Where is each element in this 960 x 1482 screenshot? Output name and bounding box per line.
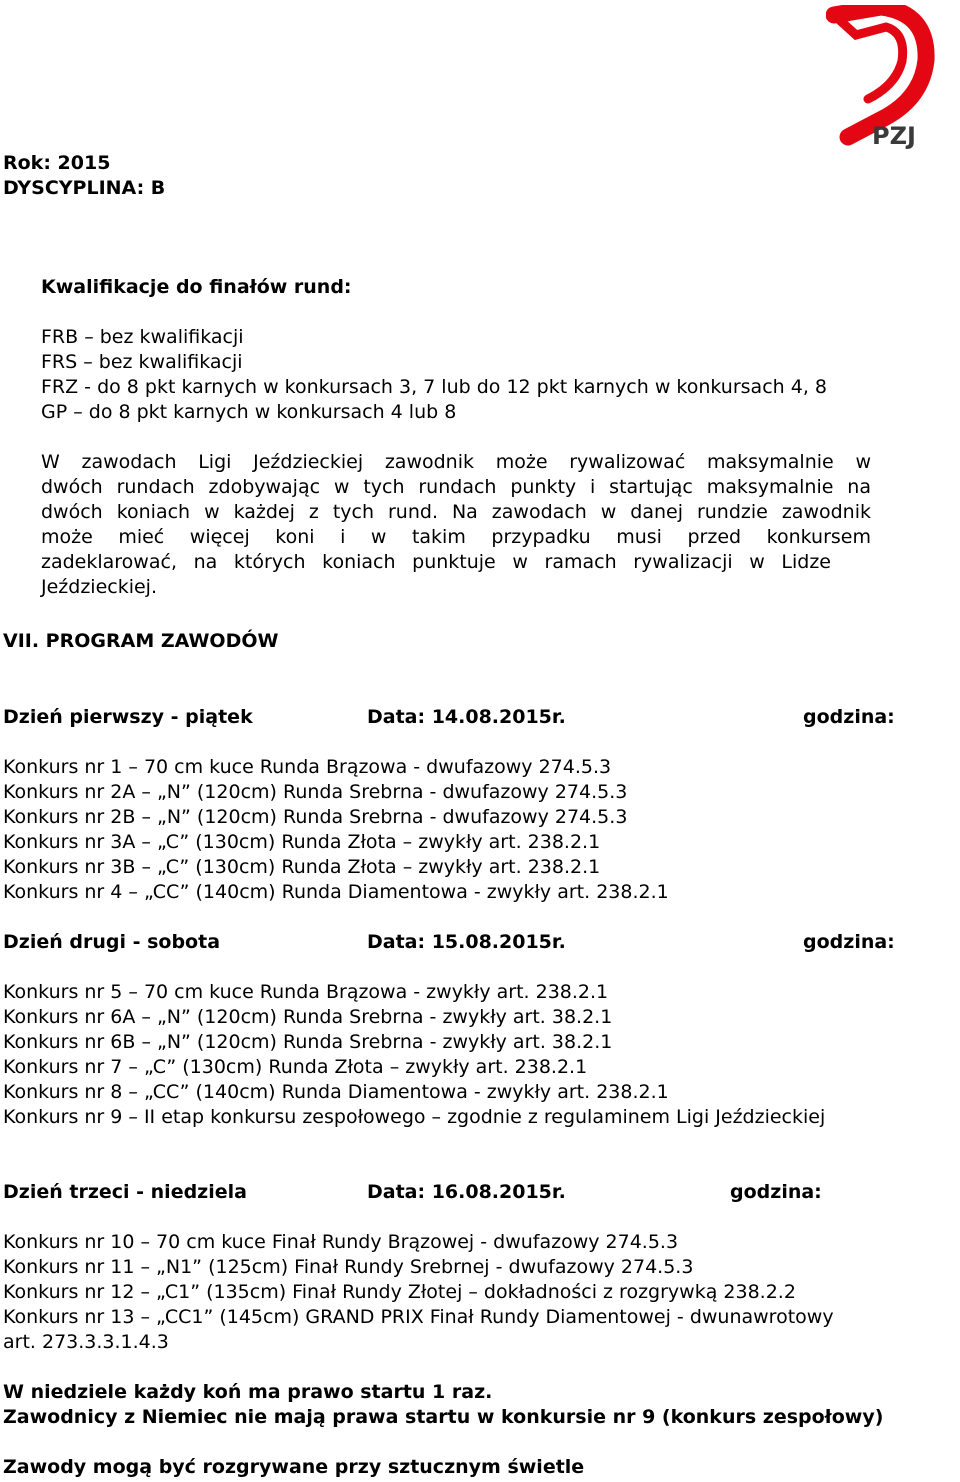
competition-item: Konkurs nr 13 – „CC1” (145cm) GRAND PRIX Finał Rundy Diamentowej - dwunawrotowy [3, 1306, 834, 1328]
league-rules-line: zadeklarować, na których koniach punktuje w ramach rywalizacji w Lidze [41, 551, 831, 573]
league-rules-line: W zawodach Ligi Jeździeckiej zawodnik może rywalizować maksymalnie w [41, 451, 871, 473]
pzj-logo [826, 5, 936, 150]
qualification-item: FRZ - do 8 pkt karnych w konkursach 3, 7 lub do 12 pkt karnych w konkursach 4, 8 [41, 376, 827, 398]
qualifications-title: Kwalifikacje do finałów rund: [41, 276, 352, 298]
league-rules-line: Jeździeckiej. [41, 576, 158, 598]
day-header [3, 930, 943, 954]
note-line: W niedziele każdy koń ma prawo startu 1 raz. [3, 1381, 493, 1403]
competition-item: Konkurs nr 9 – II etap konkursu zespołowego – zgodnie z regulaminem Ligi Jeździeckiej [3, 1106, 826, 1128]
day-time-label: godzina: [803, 706, 895, 728]
competition-item: Konkurs nr 5 – 70 cm kuce Runda Brązowa - zwykły art. 238.2.1 [3, 981, 609, 1003]
competition-item: Konkurs nr 2B – „N” (120cm) Runda Srebrna - dwufazowy 274.5.3 [3, 806, 628, 828]
competition-item: Konkurs nr 8 – „CC” (140cm) Runda Diamentowa - zwykły art. 238.2.1 [3, 1081, 669, 1103]
note-line: Zawodnicy z Niemiec nie mają prawa startu w konkursie nr 9 (konkurs zespołowy) [3, 1406, 884, 1428]
league-rules-line: może mieć więcej koni i w takim przypadku musi przed konkursem [41, 526, 871, 548]
competition-item: Konkurs nr 6A – „N” (120cm) Runda Srebrna - zwykły art. 38.2.1 [3, 1006, 613, 1028]
day-header [3, 1180, 943, 1204]
note-line: Zawody mogą być rozgrywane przy sztucznym świetle [3, 1456, 585, 1478]
day-date: Data: 14.08.2015r. [367, 706, 566, 728]
competition-item: Konkurs nr 12 – „C1” (135cm) Finał Rundy Złotej – dokładności z rozgrywką 238.2.2 [3, 1281, 796, 1303]
day-date: Data: 16.08.2015r. [367, 1181, 566, 1203]
league-rules-line: dwóch koniach w każdej z tych rund. Na zawodach w danej rundzie zawodnik [41, 501, 871, 523]
competition-item: Konkurs nr 4 – „CC” (140cm) Runda Diamentowa - zwykły art. 238.2.1 [3, 881, 669, 903]
competition-item: Konkurs nr 7 – „C” (130cm) Runda Złota – zwykły art. 238.2.1 [3, 1056, 588, 1078]
year-label: Rok: 2015 [3, 152, 111, 174]
program-title: VII. PROGRAM ZAWODÓW [3, 630, 279, 652]
day-name: Dzień pierwszy - piątek [3, 706, 253, 728]
league-rules-line: dwóch rundach zdobywając w tych rundach punkty i startując maksymalnie na [41, 476, 871, 498]
competition-item: Konkurs nr 3A – „C” (130cm) Runda Złota – zwykły art. 238.2.1 [3, 831, 601, 853]
competition-item: Konkurs nr 1 – 70 cm kuce Runda Brązowa - dwufazowy 274.5.3 [3, 756, 612, 778]
pzj-logo-mark [826, 5, 936, 150]
discipline-label: DYSCYPLINA: B [3, 177, 166, 199]
competition-item: Konkurs nr 10 – 70 cm kuce Finał Rundy Brązowej - dwufazowy 274.5.3 [3, 1231, 679, 1253]
qualification-item: FRB – bez kwalifikacji [41, 326, 244, 348]
day-name: Dzień trzeci - niedziela [3, 1181, 247, 1203]
logo-text: PZJ [872, 122, 916, 150]
day-time-label: godzina: [730, 1181, 822, 1203]
competition-item: Konkurs nr 11 – „N1” (125cm) Finał Rundy Srebrnej - dwufazowy 274.5.3 [3, 1256, 694, 1278]
day-name: Dzień drugi - sobota [3, 931, 221, 953]
day-date: Data: 15.08.2015r. [367, 931, 566, 953]
day-time-label: godzina: [803, 931, 895, 953]
qualification-item: GP – do 8 pkt karnych w konkursach 4 lub 8 [41, 401, 457, 423]
competition-item: art. 273.3.3.1.4.3 [3, 1331, 169, 1353]
day-header [3, 705, 943, 729]
competition-item: Konkurs nr 6B – „N” (120cm) Runda Srebrna - zwykły art. 38.2.1 [3, 1031, 613, 1053]
competition-item: Konkurs nr 3B – „C” (130cm) Runda Złota – zwykły art. 238.2.1 [3, 856, 601, 878]
qualification-item: FRS – bez kwalifikacji [41, 351, 243, 373]
competition-item: Konkurs nr 2A – „N” (120cm) Runda Srebrna - dwufazowy 274.5.3 [3, 781, 628, 803]
